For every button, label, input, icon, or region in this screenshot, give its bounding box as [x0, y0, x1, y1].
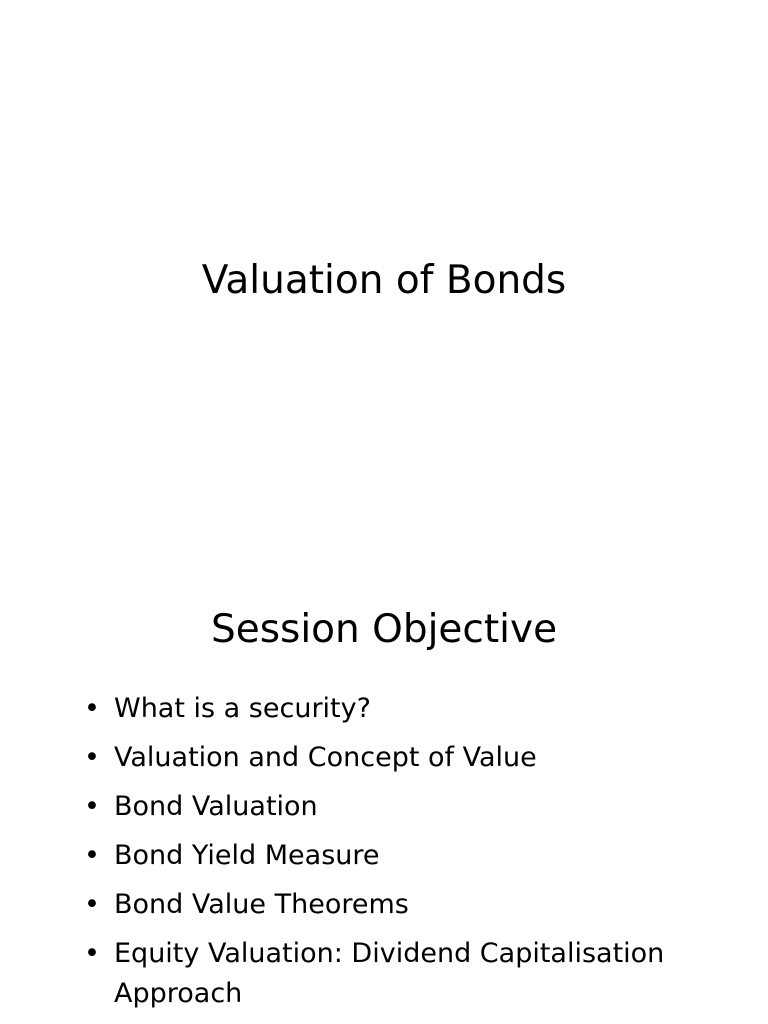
list-item-text: Valuation and Concept of Value [114, 742, 537, 773]
list-item-text: Bond Value Theorems [114, 889, 409, 920]
bullet-icon: • [84, 889, 100, 920]
slide-session-objective [0, 576, 768, 1024]
slide-title-heading: Valuation of Bonds [201, 258, 567, 303]
session-objective-heading: Session Objective [210, 607, 558, 652]
list-item-text: Bond Yield Measure [114, 840, 380, 871]
list-item [84, 836, 724, 876]
list-item-text: What is a security? [114, 693, 371, 724]
bullet-icon: • [84, 693, 100, 724]
list-item [84, 934, 724, 1014]
list-item [84, 689, 724, 729]
list-item [84, 738, 724, 778]
objective-list [84, 689, 724, 1023]
list-item-text: Bond Valuation [114, 791, 318, 822]
list-item [84, 787, 724, 827]
list-item-text: Equity Valuation: Dividend Capitalisation Approach [114, 938, 665, 1009]
bullet-icon: • [84, 840, 100, 871]
bullet-icon: • [84, 791, 100, 822]
bullet-icon: • [84, 742, 100, 773]
list-item [84, 885, 724, 925]
bullet-icon: • [84, 938, 100, 969]
